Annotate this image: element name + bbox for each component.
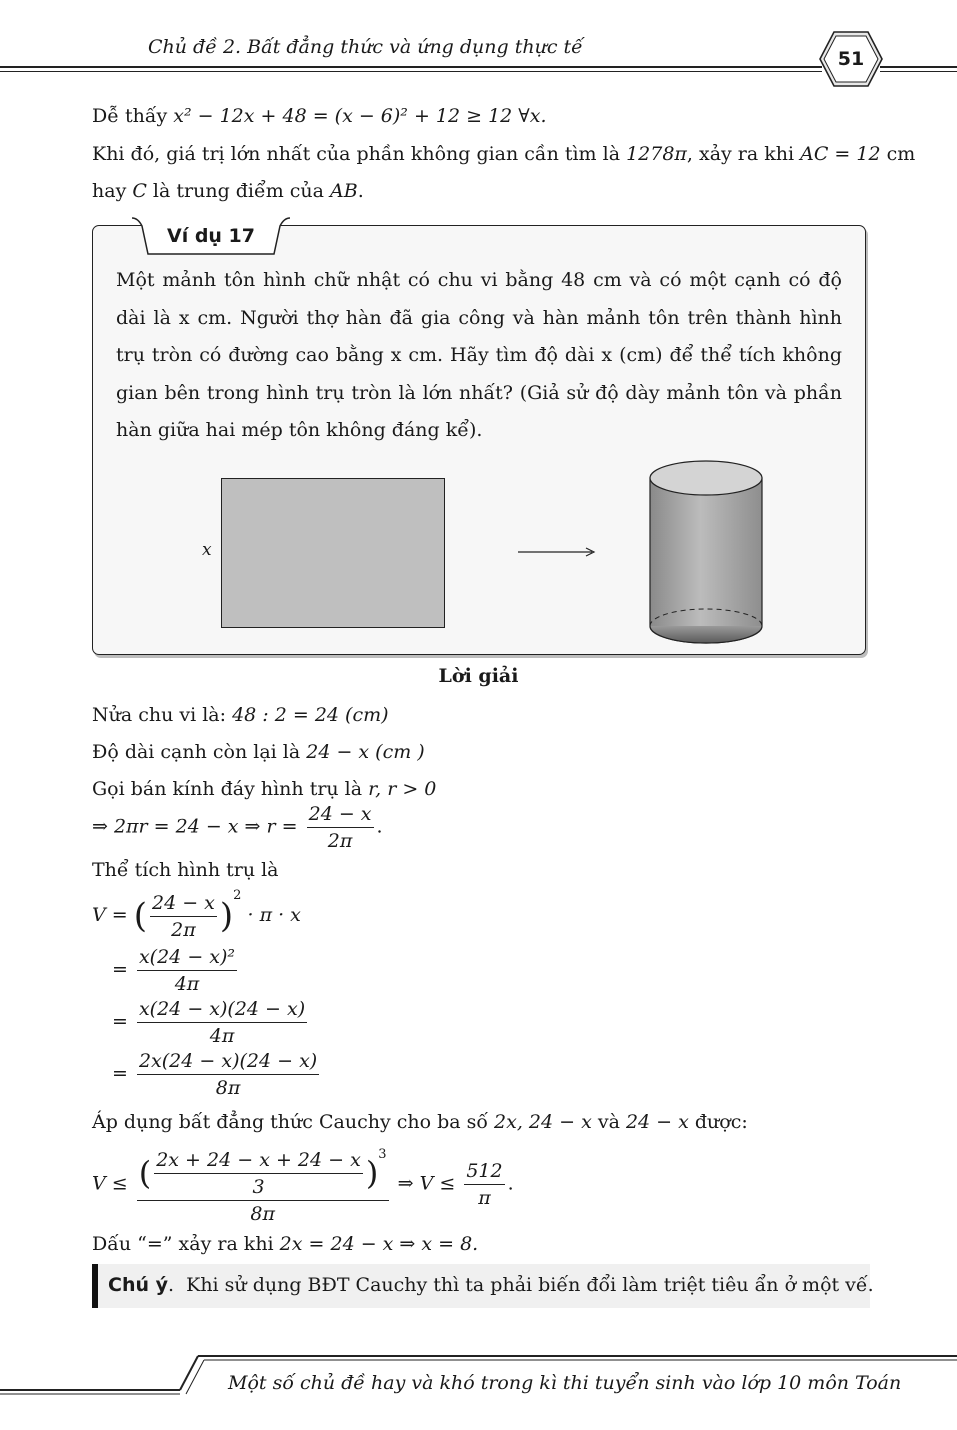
math: ⇒ 2πr = 24 − x ⇒ r =: [92, 815, 298, 838]
book-title: Một số chủ đề hay và khó trong kì thi tuyển sinh vào lớp 10 môn Toán: [228, 1372, 902, 1394]
math: x² − 12x + 48 = (x − 6)² + 12 ≥ 12 ∀x.: [173, 105, 547, 127]
math: 2x, 24 − x: [494, 1111, 592, 1133]
math: V ≤: [92, 1172, 128, 1195]
equals: =: [112, 958, 128, 981]
math: ⇒ V ≤: [397, 1172, 456, 1195]
text: .: [357, 180, 364, 202]
cauchy-result-fraction: [464, 1160, 504, 1209]
page-number-badge: [818, 30, 884, 88]
text: Áp dụng bất đẳng thức Cauchy cho ba số: [92, 1111, 495, 1133]
header-rule-thin: [0, 71, 822, 72]
math: r, r > 0: [368, 778, 437, 800]
cauchy-line: [92, 1111, 748, 1133]
denominator: 3: [252, 1175, 265, 1198]
volume-fraction-4: [137, 1050, 319, 1099]
denominator: 8π: [215, 1077, 241, 1099]
denominator: 4π: [174, 973, 200, 995]
note-content: Chú ý. Khi sử dụng BĐT Cauchy thì ta phải biến đổi làm triệt tiêu ẩn ở một vế.: [108, 1274, 874, 1296]
volume-fraction-1: [150, 892, 217, 941]
denominator: 8π: [250, 1202, 275, 1225]
volume-formula-1: V = ( $\frac{24 - x}{2\pi}$ )$^2$ · π · x: [92, 888, 301, 941]
intro-line-2: [92, 143, 915, 165]
text: Dễ thấy: [92, 105, 174, 127]
page-number: 51: [837, 48, 865, 70]
volume-fraction-2: [137, 946, 237, 995]
side-label: x: [202, 540, 212, 560]
text: Độ dài cạnh còn lại là: [92, 741, 307, 763]
denominator: 2π: [327, 830, 353, 852]
text: là trung điểm của: [146, 180, 330, 202]
header-rule-right: [880, 66, 957, 68]
math: · π · x: [247, 904, 301, 926]
chapter-title: Chủ đề 2. Bất đẳng thức và ứng dụng thực tế: [148, 36, 583, 58]
cauchy-inequality: V ≤ ( $\frac{2x + 24 - x + 24 - x}{3}$ )$^3$ 8π ⇒ V ≤ $\frac{512}{\pi}$ .: [92, 1144, 514, 1225]
text: và: [591, 1111, 626, 1133]
denominator: 4π: [209, 1025, 235, 1047]
denominator: 2π: [171, 918, 196, 941]
volume-formula-4: [112, 1050, 322, 1099]
example-paragraph: Một mảnh tôn hình chữ nhật có chu vi bằng 48 cm và có một cạnh có độ dài là x cm. Người thợ hàn đã gia công và hàn mảnh tôn trên thành hình trụ tròn có đường cao bằng x cm. Hãy tìm độ dài x (cm) để thể tích không gian bên trong hình trụ tròn là lớn nhất? (Giả sử độ dày mảnh tôn và phần hàn giữa hai mép tôn không đáng kể).: [116, 269, 842, 441]
numerator: 24 − x: [150, 892, 217, 917]
volume-formula-2: [112, 946, 240, 995]
intro-line-1: [92, 105, 547, 127]
solution-line-5: Thể tích hình trụ là: [92, 859, 279, 881]
equals: =: [112, 1062, 128, 1085]
numerator: 24 − x: [307, 803, 374, 828]
math: 24 − x: [625, 1111, 689, 1133]
text: hay: [92, 180, 133, 202]
math: C: [132, 180, 147, 202]
math: V =: [92, 904, 128, 926]
volume-fraction-3: [137, 998, 307, 1047]
numerator: 2x(24 − x)(24 − x): [137, 1050, 319, 1075]
math: 1278π: [626, 143, 687, 165]
example-label: Ví dụ 17: [166, 225, 255, 247]
denominator: π: [478, 1186, 491, 1209]
solution-line-1: [92, 704, 389, 726]
equals: =: [112, 1010, 128, 1033]
solution-line-2: [92, 741, 425, 763]
cylinder-icon: [644, 454, 768, 648]
numerator: x(24 − x)(24 − x): [137, 998, 307, 1023]
note-heading: Chú ý: [108, 1274, 168, 1296]
header-rule-right-thin: [880, 71, 957, 72]
radius-fraction: [307, 803, 374, 852]
cauchy-big-fraction: [137, 1144, 389, 1225]
note-box: [92, 1264, 874, 1308]
math: 48 : 2 = 24 (cm): [232, 704, 389, 726]
text: cm: [880, 143, 916, 165]
text: Nửa chu vi là:: [92, 704, 233, 726]
example-tab: [130, 214, 292, 258]
equality-line: [92, 1233, 478, 1255]
cauchy-inner-fraction: [154, 1149, 363, 1198]
text: Gọi bán kính đáy hình trụ là: [92, 778, 369, 800]
intro-line-3: [92, 180, 364, 202]
text: Dấu “=” xảy ra khi: [92, 1233, 280, 1255]
metal-sheet-rectangle: [221, 478, 445, 628]
arrow-right-icon: [516, 544, 598, 560]
volume-formula-3: [112, 998, 310, 1047]
solution-line-3: [92, 778, 436, 800]
text: được:: [688, 1111, 748, 1133]
exponent: 2: [233, 888, 242, 903]
numerator: x(24 − x)²: [137, 946, 237, 971]
radius-formula: ⇒ 2πr = 24 − x ⇒ r = $\frac{24 - x}{2\pi}$ .: [92, 803, 383, 852]
note-text: Khi sử dụng BĐT Cauchy thì ta phải biến đổi làm triệt tiêu ẩn ở một vế.: [186, 1274, 874, 1296]
math: AB: [330, 180, 358, 202]
text: , xảy ra khi: [686, 143, 801, 165]
text: Khi đó, giá trị lớn nhất của phần không gian cần tìm là: [92, 143, 627, 165]
numerator: 2x + 24 − x + 24 − x: [154, 1149, 363, 1174]
cauchy-numerator: ( $\frac{2x + 24 - x + 24 - x}{3}$ )$^3$: [137, 1144, 389, 1201]
math: 24 − x (cm ): [306, 741, 425, 763]
solution-heading: Lời giải: [438, 665, 519, 687]
numerator: 512: [464, 1160, 504, 1185]
header-rule: [0, 66, 822, 68]
math: AC = 12: [800, 143, 881, 165]
math: 2x = 24 − x ⇒ x = 8.: [279, 1233, 479, 1255]
exponent: 3: [378, 1147, 387, 1162]
